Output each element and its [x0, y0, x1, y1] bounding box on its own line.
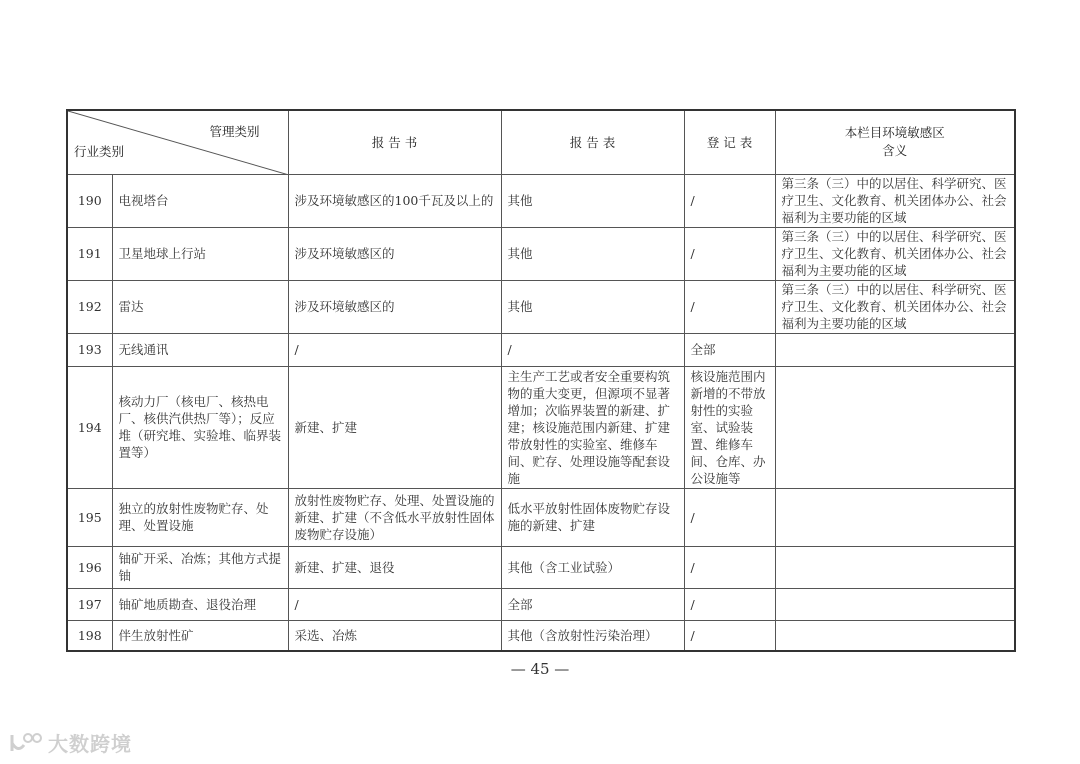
table-row	[67, 620, 1015, 651]
header-sensitive-area-meaning	[775, 110, 1015, 174]
registration-cell: /	[684, 546, 775, 588]
meaning-cell	[775, 366, 1015, 488]
watermark	[8, 728, 132, 757]
header-meaning-line1: 本栏目环境敏感区	[844, 125, 945, 141]
watermark-text: 大数跨境	[48, 732, 132, 756]
regulation-table-container	[66, 109, 1014, 652]
watermark-logo-icon	[8, 731, 44, 755]
industry-cell: 伴生放射性矿	[112, 620, 288, 651]
table-row	[67, 174, 1015, 227]
table-row	[67, 488, 1015, 546]
diagonal-header-cell	[67, 110, 288, 174]
industry-cell: 核动力厂（核电厂、核热电厂、核供汽供热厂等）；反应堆（研究堆、实验堆、临界装置等）	[112, 366, 288, 488]
meaning-cell	[775, 488, 1015, 546]
row-number: 194	[67, 366, 112, 488]
meaning-cell: 第三条（三）中的以居住、科学研究、医疗卫生、文化教育、机关团体办公、社会福利为主要功能的区域	[775, 174, 1015, 227]
report-book-cell: 新建、扩建	[288, 366, 501, 488]
meaning-cell: 第三条（三）中的以居住、科学研究、医疗卫生、文化教育、机关团体办公、社会福利为主要功能的区域	[775, 227, 1015, 280]
meaning-cell	[775, 588, 1015, 620]
row-number: 193	[67, 333, 112, 366]
table-row	[67, 280, 1015, 333]
table-row	[67, 366, 1015, 488]
report-book-cell: 采选、冶炼	[288, 620, 501, 651]
table-row	[67, 227, 1015, 280]
meaning-cell	[775, 620, 1015, 651]
industry-cell: 独立的放射性废物贮存、处理、处置设施	[112, 488, 288, 546]
industry-cell: 铀矿地质勘查、退役治理	[112, 588, 288, 620]
meaning-cell	[775, 333, 1015, 366]
header-registration-form: 登 记 表	[684, 110, 775, 174]
report-book-cell: 涉及环境敏感区的	[288, 227, 501, 280]
table-header-row	[67, 110, 1015, 174]
registration-cell: /	[684, 588, 775, 620]
meaning-cell	[775, 546, 1015, 588]
row-number: 191	[67, 227, 112, 280]
page-number: — 45 —	[510, 660, 570, 678]
industry-cell: 卫星地球上行站	[112, 227, 288, 280]
report-book-cell: /	[288, 588, 501, 620]
report-book-cell: 涉及环境敏感区的100千瓦及以上的	[288, 174, 501, 227]
report-form-cell: 低水平放射性固体废物贮存设施的新建、扩建	[501, 488, 684, 546]
report-form-cell: 其他（含放射性污染治理）	[501, 620, 684, 651]
row-number: 192	[67, 280, 112, 333]
row-number: 190	[67, 174, 112, 227]
registration-cell: 核设施范围内新增的不带放射性的实验室、试验装置、维修车间、仓库、办公设施等	[684, 366, 775, 488]
report-form-cell: 主生产工艺或者安全重要构筑物的重大变更，但源项不显著增加；次临界装置的新建、扩建；核设施范围内新建、扩建带放射性的实验室、维修车间、贮存、处理设施等配套设施	[501, 366, 684, 488]
header-report-book: 报 告 书	[288, 110, 501, 174]
report-book-cell: 涉及环境敏感区的	[288, 280, 501, 333]
row-number: 196	[67, 546, 112, 588]
registration-cell: /	[684, 488, 775, 546]
registration-cell: /	[684, 174, 775, 227]
row-number: 197	[67, 588, 112, 620]
industry-category-label: 行业类别	[74, 143, 125, 159]
report-form-cell: 全部	[501, 588, 684, 620]
management-category-label: 管理类别	[209, 124, 260, 139]
report-book-cell: 放射性废物贮存、处理、处置设施的新建、扩建（不含低水平放射性固体废物贮存设施）	[288, 488, 501, 546]
industry-cell: 电视塔台	[112, 174, 288, 227]
industry-cell: 雷达	[112, 280, 288, 333]
table-row	[67, 333, 1015, 366]
table-row	[67, 588, 1015, 620]
report-form-cell: 其他（含工业试验）	[501, 546, 684, 588]
registration-cell: /	[684, 227, 775, 280]
header-meaning-line2: 含义	[882, 143, 908, 159]
meaning-cell: 第三条（三）中的以居住、科学研究、医疗卫生、文化教育、机关团体办公、社会福利为主要功能的区域	[775, 280, 1015, 333]
environmental-assessment-table	[66, 109, 1016, 652]
report-form-cell: 其他	[501, 174, 684, 227]
report-form-cell: 其他	[501, 227, 684, 280]
industry-cell: 铀矿开采、冶炼；其他方式提铀	[112, 546, 288, 588]
header-report-form: 报 告 表	[501, 110, 684, 174]
row-number: 198	[67, 620, 112, 651]
registration-cell: /	[684, 280, 775, 333]
table-row	[67, 546, 1015, 588]
row-number: 195	[67, 488, 112, 546]
report-book-cell: /	[288, 333, 501, 366]
industry-cell: 无线通讯	[112, 333, 288, 366]
report-form-cell: /	[501, 333, 684, 366]
report-form-cell: 其他	[501, 280, 684, 333]
report-book-cell: 新建、扩建、退役	[288, 546, 501, 588]
registration-cell: /	[684, 620, 775, 651]
registration-cell: 全部	[684, 333, 775, 366]
